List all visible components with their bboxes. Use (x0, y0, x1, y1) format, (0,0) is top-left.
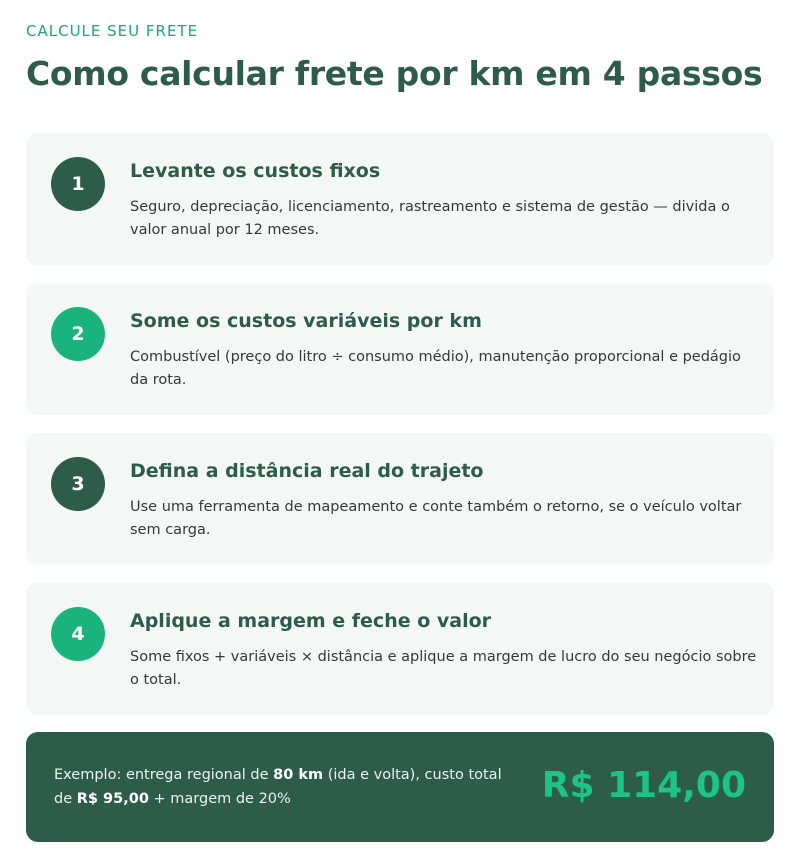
step-title: Aplique a margem e feche o valor (130, 610, 492, 632)
step-card-4 (26, 583, 774, 715)
step-card-2 (26, 283, 774, 415)
steps-list (26, 133, 774, 733)
step-description: Some fixos + variáveis × distância e aplique a margem de lucro do seu negócio sobre o total. (130, 649, 757, 688)
step-title: Defina a distância real do trajeto (130, 460, 484, 482)
example-prefix: Exemplo: entrega regional de (54, 767, 274, 783)
step-number-badge: 3 (51, 457, 105, 511)
step-description: Seguro, depreciação, licenciamento, rastreamento e sistema de gestão — divida o valor anual por 12 meses. (130, 199, 730, 238)
example-distance: 80 km (273, 767, 324, 783)
step-card-1 (26, 133, 774, 265)
page-title: Como calcular frete por km em 4 passos (26, 54, 763, 93)
example-middle: (ida e volta), custo total de (54, 767, 502, 807)
example-price: R$ 114,00 (541, 765, 746, 806)
example-cost: R$ 95,00 (76, 791, 149, 807)
step-description: Use uma ferramenta de mapeamento e conte também o retorno, se o veículo voltar sem carga. (130, 499, 742, 538)
step-title: Some os custos variáveis por km (130, 310, 482, 332)
step-card-3 (26, 433, 774, 565)
step-title: Levante os custos fixos (130, 160, 381, 182)
step-number-badge: 2 (51, 307, 105, 361)
step-description: Combustível (preço do litro ÷ consumo médio), manutenção proporcional e pedágio da rota. (130, 349, 741, 388)
step-number-badge: 1 (51, 157, 105, 211)
example-suffix: + margem de 20% (148, 791, 291, 807)
example-text (54, 763, 524, 811)
example-box (26, 732, 774, 842)
step-number-badge: 4 (51, 607, 105, 661)
section-kicker: CALCULE SEU FRETE (26, 22, 199, 40)
